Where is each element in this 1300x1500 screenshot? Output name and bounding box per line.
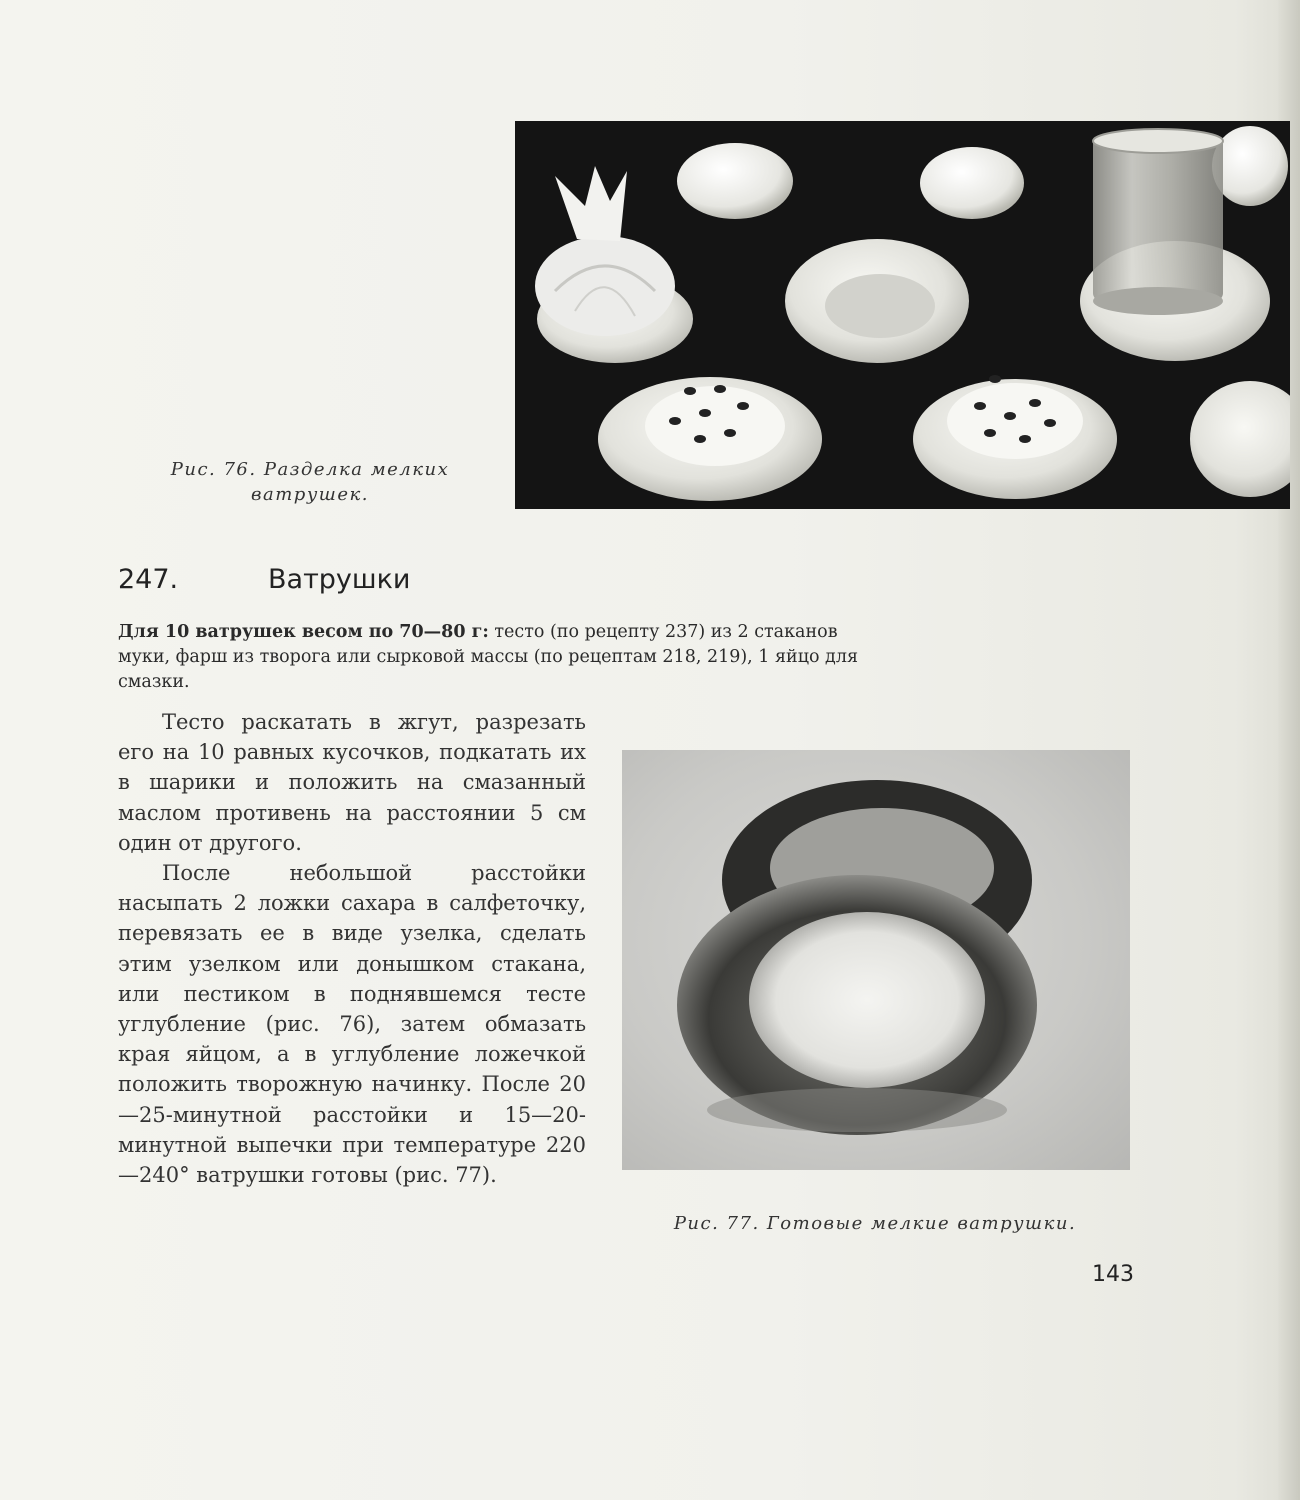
figure-77-photo: [622, 750, 1130, 1170]
recipe-title: Ватрушки: [268, 564, 411, 595]
instructions-paragraph-2: После небольшой расстойки насыпать 2 ложки сахара в салфеточку, перевязать ее в виде узелка, сделать этим узелком или донышком стакана, или пестиком в поднявшемся тесте углубление (рис. 76), затем обмазать края яйцом, а в углубление ложечкой положить творожную начинку. После 20—25-минутной расстойки и 15—20-минутной выпечки при температуре 220—240° ватрушки готовы (рис. 77).: [118, 861, 586, 1188]
figure-76-caption: [140, 457, 480, 507]
figure-77-caption: Рис. 77. Готовые мелкие ватрушки.: [673, 1213, 1077, 1234]
recipe-instructions: [118, 707, 586, 1190]
figure-76-caption-line2: ватрушек.: [251, 484, 369, 505]
recipe-number: 247.: [118, 564, 179, 595]
recipe-ingredients: [118, 620, 858, 695]
instructions-paragraph-1: Тесто раскатать в жгут, разрезать его на 10 равных кусочков, подкатать их в шарики и положить на смазанный маслом противень на расстоянии 5 см один от другого.: [118, 710, 586, 855]
page-number: 143: [1092, 1262, 1134, 1287]
ingredients-rest: тесто (по рецепту 237) из 2 стаканов муки, фарш из творога или сырковой массы (по рецептам 218, 219), 1 яйцо для смазки.: [118, 622, 858, 692]
figure-76-caption-line1: Рис. 76. Разделка мелких: [170, 459, 450, 480]
ingredients-lead: Для 10 ватрушек весом по 70—80 г:: [118, 622, 489, 642]
figure-76-photo: [515, 121, 1290, 509]
